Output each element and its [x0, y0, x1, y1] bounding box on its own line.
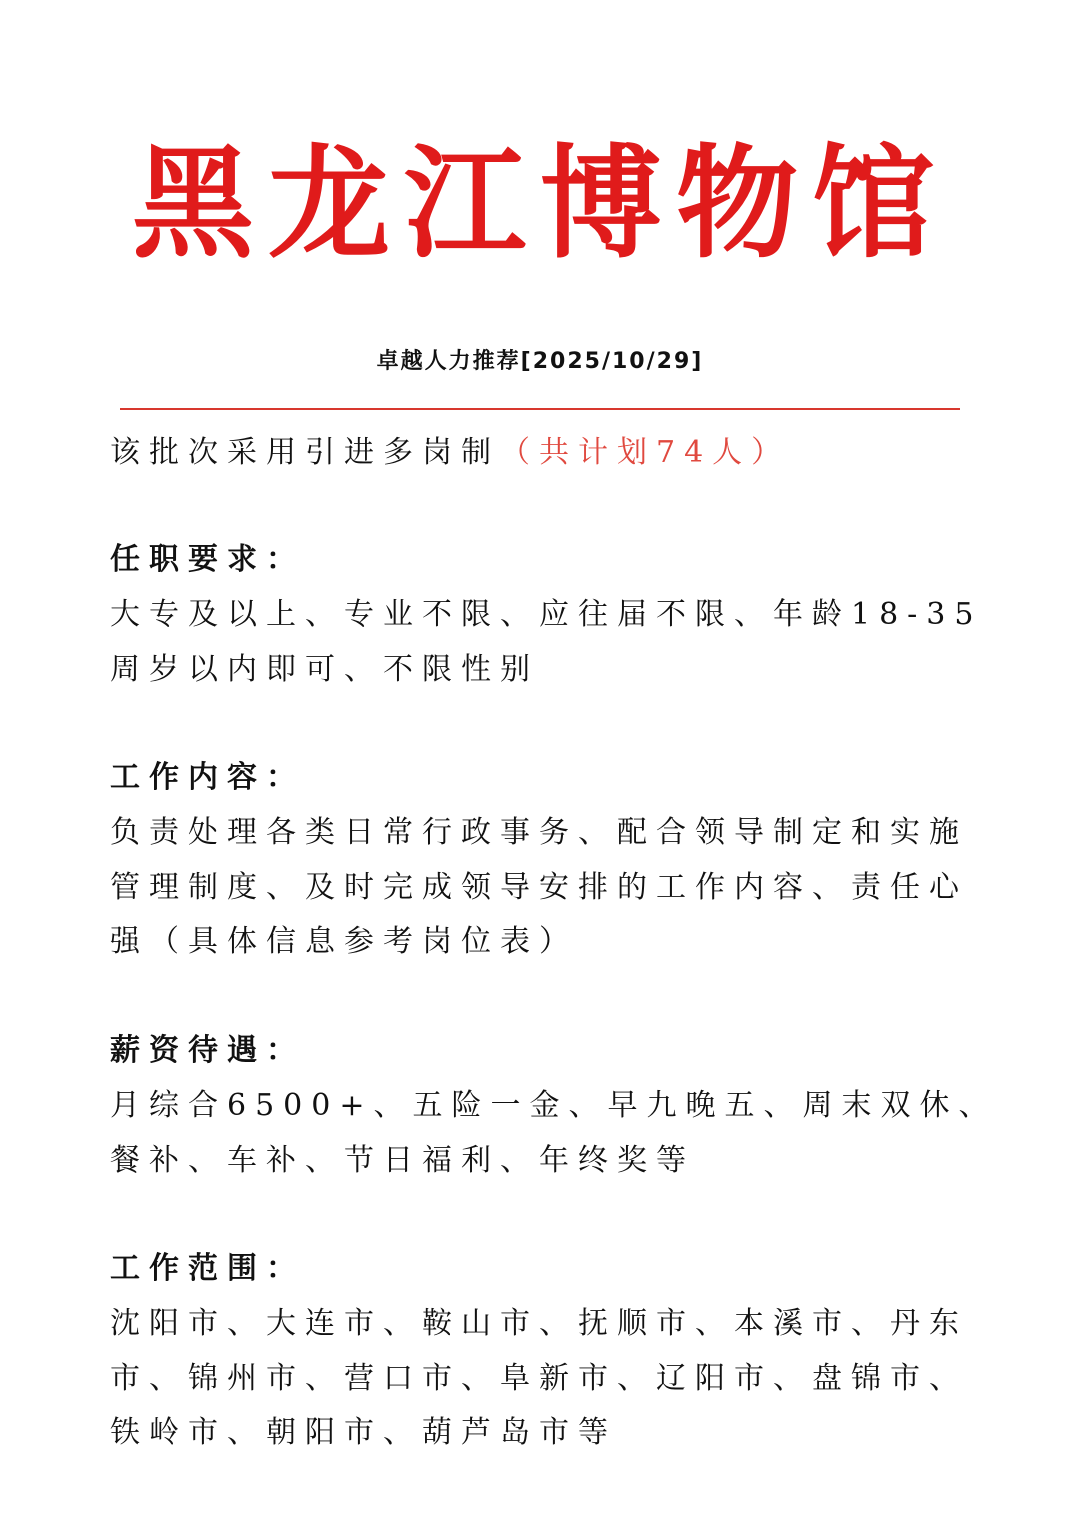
body-line: 大专及以上、专业不限、应往届不限、年龄18-35 — [110, 597, 983, 632]
subtitle-recommendation-date: 卓越人力推荐[2025/10/29] — [376, 349, 704, 374]
section-body-requirements — [110, 588, 983, 697]
body-line: 沈阳市、大连市、鞍山市、抚顺市、本溪市、丹东 — [110, 1306, 968, 1341]
body-line: 周岁以内即可、不限性别 — [110, 651, 539, 687]
section-body-job-content — [110, 806, 970, 970]
body-line: 餐补、车补、节日福利、年终奖等 — [110, 1142, 695, 1178]
section-title-requirements: 任职要求： — [110, 542, 305, 577]
section-title-job-content: 工作内容： — [110, 760, 305, 795]
body-line: 市、锦州市、营口市、阜新市、辽阳市、盘锦市、 — [110, 1360, 968, 1396]
intro-text: 该批次采用引进多岗制 — [110, 435, 500, 470]
section-body-work-area — [110, 1297, 970, 1461]
intro-headcount: （共计划74人） — [500, 435, 791, 470]
section-title-work-area: 工作范围： — [110, 1251, 305, 1286]
body-line: 月综合6500+、五险一金、早九晚五、周末双休、 — [110, 1088, 998, 1123]
body-line: 强（具体信息参考岗位表） — [110, 924, 578, 959]
body-line: 铁岭市、朝阳市、葫芦岛市等 — [110, 1415, 617, 1450]
section-body-salary — [110, 1079, 998, 1188]
body-line: 管理制度、及时完成领导安排的工作内容、责任心 — [110, 869, 968, 905]
section-title-salary: 薪资待遇： — [110, 1033, 305, 1068]
page-title: 黑龙江博物馆 — [132, 131, 948, 275]
intro-line — [110, 428, 970, 478]
header-divider — [120, 408, 960, 410]
body-line: 负责处理各类日常行政事务、配合领导制定和实施 — [110, 815, 968, 850]
